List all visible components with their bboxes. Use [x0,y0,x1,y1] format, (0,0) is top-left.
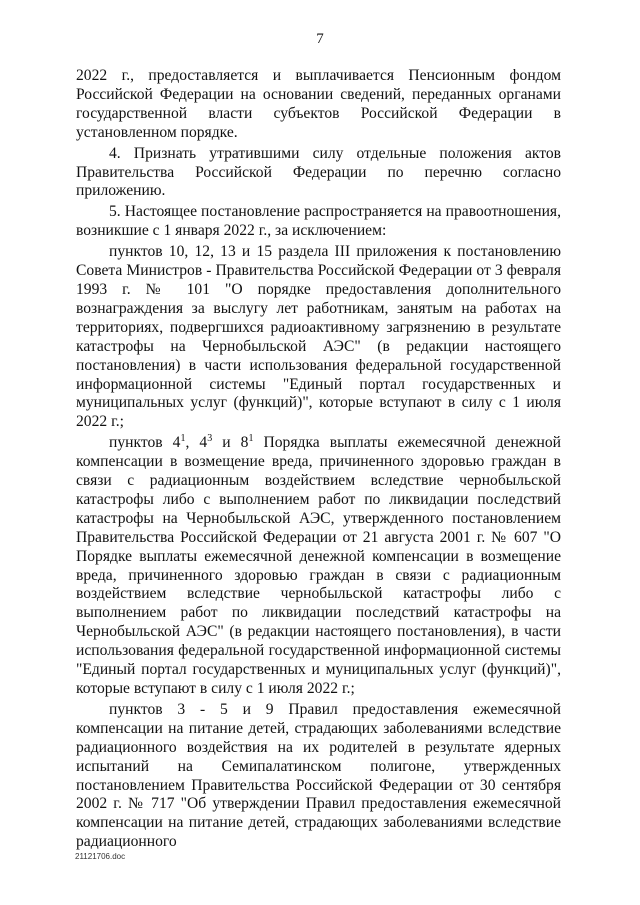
paragraph-exception-1993: пунктов 10, 12, 13 и 15 раздела III приложения к постановлению Совета Министров - Правительства Российской Федерации от 3 февраля 1993 г. № 101 "О порядке предоставления дополнительного вознаграждения за выслугу лет работникам, занятым на работах на территориях, подвергшихся радиоактивному загрязнению в результате катастрофы на Чернобыльской АЭС" (в редакции настоящего постановления) в части использования федеральной государственной информационной системы "Единый портал государственных и муниципальных услуг (функций)", которые вступают в силу с 1 июля 2022 г.; [76,243,561,431]
page-number: 7 [316,31,324,47]
superscript: 1 [248,433,254,445]
paragraph-exception-2001 [76,434,561,699]
document-body [76,67,561,852]
paragraph-item-4: 4. Признать утратившими силу отдельные положения актов Правительства Российской Федерации по перечню согласно приложению. [76,144,561,200]
exception-separator: , 4 [185,434,208,452]
exception-body-text: Порядка выплаты ежемесячной денежной компенсации в возмещение вреда, причиненного здоровью граждан в связи с радиационным воздействием вследствие чернобыльской катастрофы либо с выполнением работ по ликвидации последствий катастрофы на Чернобыльской АЭС, утвержденного постановлением Правительства Российской Федерации от 21 августа 2001 г. № 607 "О Порядке выплаты ежемесячной денежной компенсации в возмещение вреда, причиненного здоровью граждан в связи с радиационным воздействием вследствие чернобыльской катастрофы либо с выполнением работ по ликвидации последствий катастрофы на Чернобыльской АЭС" (в редакции настоящего постановления), в части использования федеральной государственной информационной системы "Единый портал государственных и муниципальных услуг (функций)", которые вступают в силу с 1 июля 2022 г.; [76,434,561,697]
paragraph-item-5: 5. Настоящее постановление распространяется на правоотношения, возникшие с 1 января 2022 г., за исключением: [76,203,561,240]
paragraph-continuation: 2022 г., предоставляется и выплачивается Пенсионным фондом Российской Федерации на основании сведений, переданных органами государственной власти субъектов Российской Федерации в установленном порядке. [76,67,561,141]
exception-separator: и 8 [212,434,249,452]
superscript: 1 [180,433,186,445]
footer-filename: 21121706.doc [75,852,126,861]
exception-lead-text: пунктов 4 [109,434,181,452]
superscript: 3 [207,433,213,445]
paragraph-exception-2002: пунктов 3 - 5 и 9 Правил предоставления ежемесячной компенсации на питание детей, страдающих заболеваниями вследствие радиационного воздействия на их родителей в результате ядерных испытаний на Семипалатинском полигоне, утвержденных постановлением Правительства Российской Федерации от 30 сентября 2002 г. № 717 "Об утверждении Правил предоставления ежемесячной компенсации на питание детей, страдающих заболеваниями вследствие радиационного [76,700,561,851]
